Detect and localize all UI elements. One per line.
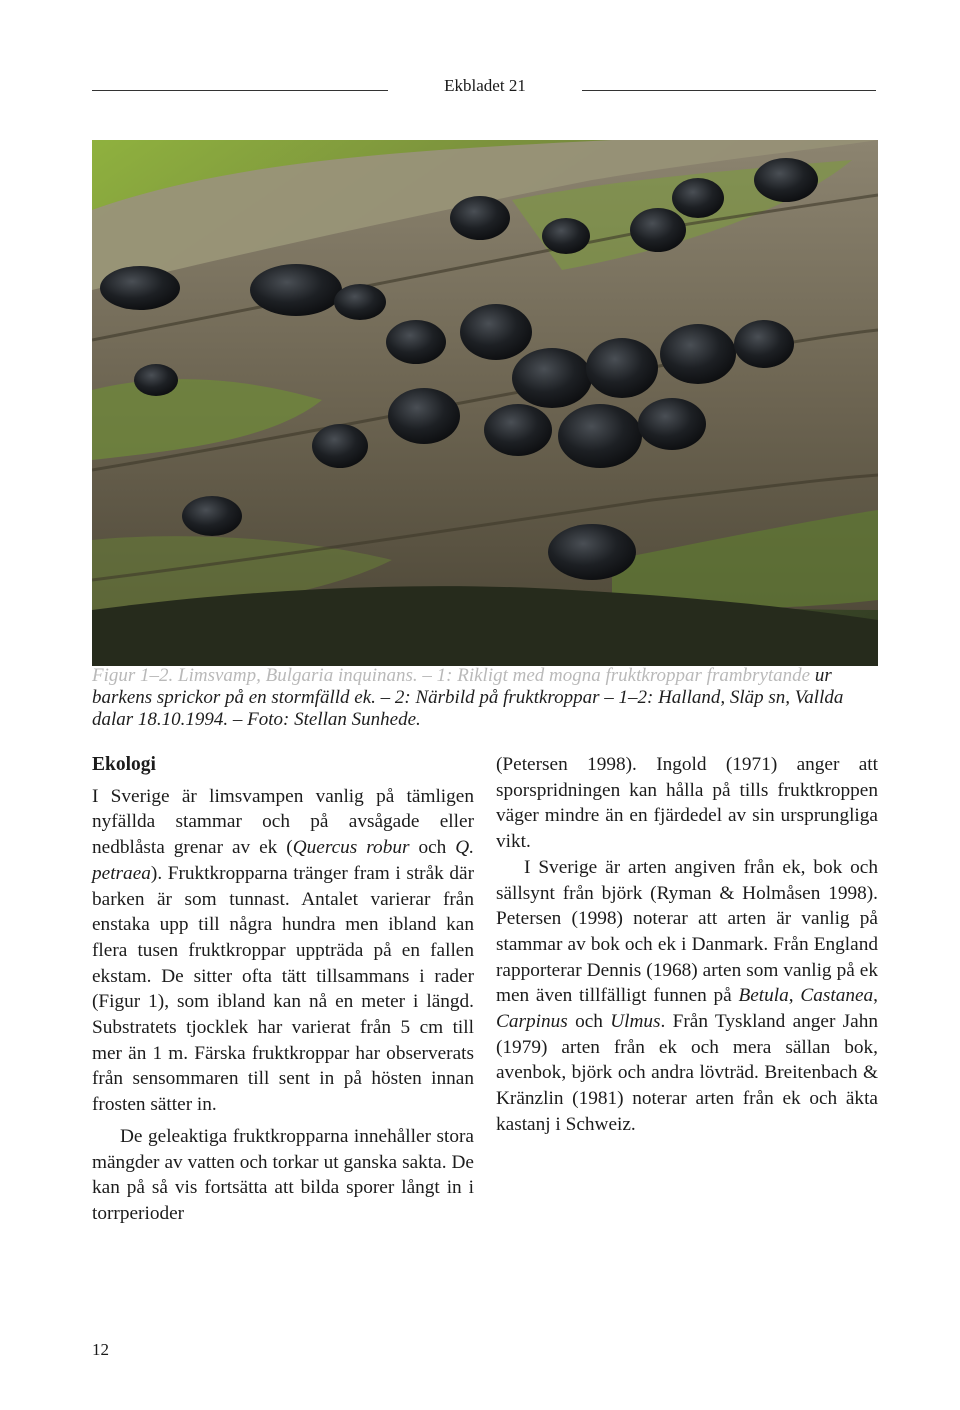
latin-name: Quercus robur [292,837,410,859]
page-number: 12 [92,1340,109,1359]
paragraph [92,784,474,1118]
latin-name: Betula [738,985,789,1007]
paragraph: (Petersen 1998). Ingold (1971) anger att sporspridningen kan hålla på tills fruktkroppen väger mindre än en fjärdedel av sin ursprungliga vikt. [496,754,878,853]
text-run: I Sverige är arten angiven från ek, bok och sällsynt från björk (Ryman & Holmåsen 1998). Petersen (1998) noterar att arten är vanlig på stammar av bok och ek i Danmark. Från England rapporterar Dennis (1968) arten som vanlig på ek men även tillfälligt funnen på [496,856,878,1007]
latin-name: Carpinus [496,1011,568,1033]
journal-title: Ekbladet 21 [444,76,526,95]
section-heading: Ekologi [92,754,156,775]
figure-caption [92,665,882,731]
latin-name: Ulmus [610,1011,661,1033]
text-run: , [873,985,878,1007]
paragraph [496,855,878,1138]
text-column-right [496,752,878,1138]
paragraph: De geleaktiga fruktkropparna innehåller stora mängder av vatten och torkar ut ganska sakta. De kan på så vis fortsätta att bilda sporer långt in i torrperioder [92,1125,474,1224]
latin-name: Q. petraea [92,837,475,884]
text-column-left [92,752,474,1227]
text-run: . Från Tyskland anger Jahn (1979) arten från ek och mera sällan bok, avenbok, björk och andra lövträd. Breitenbach & Kränzlin (1981) noterar arten från ek och äkta kastanj i Schweiz. [496,1011,879,1135]
header-rule-right [582,90,876,91]
caption-first-line: Figur 1–2. Limsvamp, Bulgaria inquinans. – 1: Rikligt med mogna fruktkroppar frambrytande [92,665,811,686]
header-rule-left [92,90,388,91]
text-run: I Sverige är limsvampen vanlig på tämligen nyfällda stammar och på avsågade eller nedblåsta grenar av ek ( [92,785,474,859]
running-header [92,76,876,98]
caption-rest: ur barkens sprickor på en stormfälld ek. – 2: Närbild på fruktkroppar – 1–2: Halland, Släp sn, Vallda dalar 18.10.1994. – Foto: Stellan Sunhede. [92,665,844,730]
text-run: och [567,1011,611,1033]
figure-photo [92,140,878,666]
text-run: och [409,837,456,859]
text-run: ). Fruktkropparna tränger fram i stråk där barken är som tunnast. Antalet varierar från enstaka upp till några hundra men ibland kan flera tusen fruktkroppar uppträda på en fallen ekstam. De sitter ofta tätt tillsammans i rader (Figur 1), som ibland kan nå en meter i längd. Substratets tjocklek har varierat från 5 cm till mer än 1 m. Färska fruktkroppar har observerats från sensommaren till sent in på hösten innan frosten sätter in. [92,862,474,1116]
photo-bark-with-black-fungi-icon [92,140,878,666]
latin-name: Castanea [800,985,874,1007]
text-run: , [788,985,801,1007]
